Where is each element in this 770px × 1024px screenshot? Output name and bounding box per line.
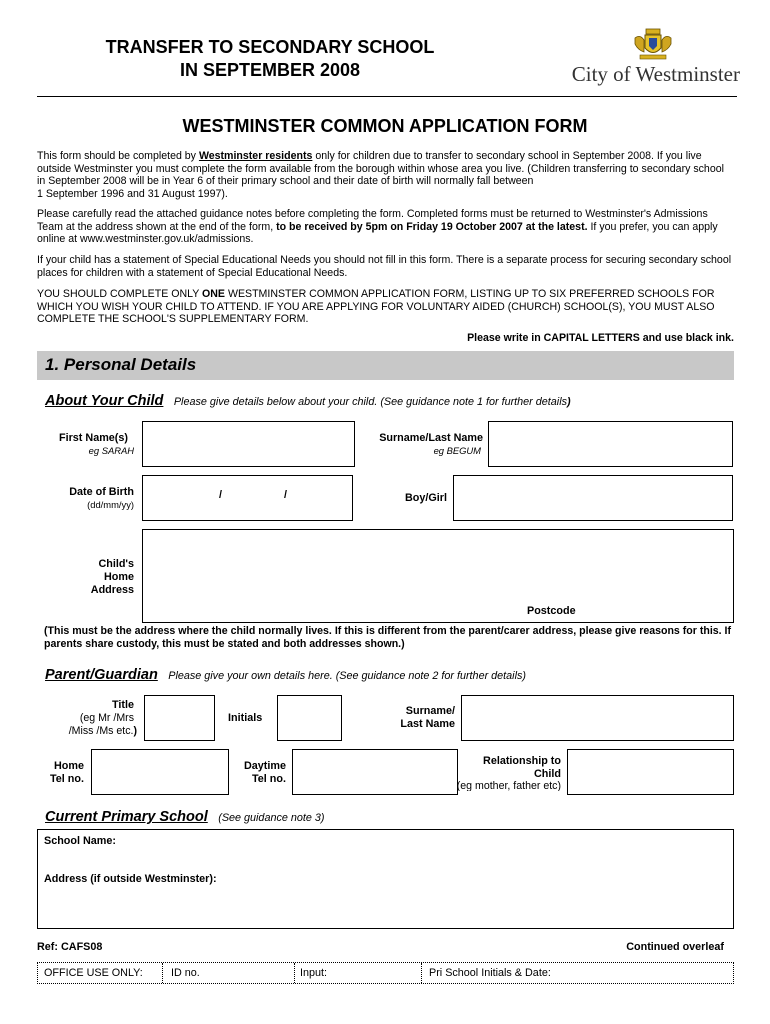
child-address-field[interactable]: [142, 529, 734, 623]
section-bar: [37, 351, 734, 380]
form-title: WESTMINSTER COMMON APPLICATION FORM: [182, 116, 588, 136]
parent-surname-field[interactable]: [461, 695, 734, 741]
continued-overleaf: Continued overleaf: [626, 941, 724, 953]
surname-field[interactable]: [488, 421, 733, 467]
relationship-field[interactable]: [567, 749, 734, 795]
initials-field[interactable]: [277, 695, 342, 741]
title-line-1: TRANSFER TO SECONDARY SCHOOL: [105, 37, 435, 57]
first-name-field[interactable]: [142, 421, 355, 467]
home-tel-field[interactable]: [91, 749, 229, 795]
about-child-heading: About Your Child: [45, 393, 164, 409]
input-label: Input:: [300, 967, 328, 979]
address-note: (This must be the address where the child normally lives. If this is different from the parent/carer address, please give reasons for this. If parents share custody, this must be stated and both addresses shown.): [44, 625, 732, 650]
intro-paragraph-1: This form should be completed by Westminster residents only for children due to transfer to secondary school in September 2008. If you live outside Westminster you must complete the form available from the borough within whose area you live. (Children transferring to secondary school in September 2008 will be in Year 6 of their primary school and their date of birth will normally fall between 1 September 1996 and 31 August 1997).: [37, 150, 724, 200]
relationship-example-clip: [440, 780, 561, 791]
dob-separator-1: /: [219, 489, 222, 501]
postcode-label: Postcode: [527, 605, 576, 617]
title-line-2: IN SEPTEMBER 2008: [179, 60, 361, 80]
school-heading-row: [45, 808, 324, 826]
dob-separator-2: /: [284, 489, 287, 501]
school-address-label: Address (if outside Westminster):: [44, 873, 217, 885]
daytime-tel-label-1: Daytime: [243, 760, 286, 772]
capitals-note: Please write in CAPITAL LETTERS and use black ink.: [467, 332, 734, 344]
daytime-tel-label-2: Tel no.: [252, 773, 286, 785]
intro-paragraph-3: If your child has a statement of Special Educational Needs you should not fill in this form. There is a separate process for securing secondary school places for children with a statement of Special Educational Needs.: [37, 254, 732, 279]
parent-title-field[interactable]: [144, 695, 215, 741]
boy-girl-field[interactable]: [453, 475, 733, 521]
relationship-example: (eg mother, father etc): [456, 780, 561, 791]
council-name: City of Westminster: [571, 62, 740, 86]
parent-surname-label-2: Last Name: [400, 718, 455, 730]
parent-heading: Parent/Guardian: [45, 667, 158, 683]
intro-paragraph-2: Please carefully read the attached guidance notes before completing the form. Completed forms must be returned to Westminster's Admissions Team at the address shown at the end of the form, to be received by 5pm on Friday 19 October 2007 at the latest. If you prefer, you can apply online at www.westminster.gov.uk/admissions.: [37, 208, 718, 246]
title-example-1: (eg Mr /Mrs: [79, 712, 134, 724]
input-cell: [294, 963, 422, 983]
school-heading: Current Primary School: [45, 809, 208, 825]
title-label: Title: [112, 699, 134, 711]
intro-paragraph-4: YOU SHOULD COMPLETE ONLY ONE WESTMINSTER COMMON APPLICATION FORM, LISTING UP TO SIX PREFERRED SCHOOLS FOR WHICH YOU WISH YOUR CHILD TO ATTEND. IF YOU ARE APPLYING FOR VOLUNTARY AIDED (CHURCH) SCHOOL(S), YOU MUST ALSO COMPLETE THE SCHOOL'S SUPPLEMENTARY FORM.: [37, 288, 715, 326]
parent-note: Please give your own details here. (See guidance note 2 for further details): [168, 670, 526, 682]
office-use-strip: [37, 962, 734, 984]
header-divider: [37, 96, 737, 97]
office-use-cell: [38, 963, 163, 983]
school-note: (See guidance note 3): [218, 812, 325, 824]
address-label-3: Address: [90, 584, 134, 596]
surname-label: Surname/Last Name: [379, 432, 483, 444]
home-tel-label-1: Home: [54, 760, 84, 772]
relationship-label-2: Child: [534, 768, 561, 780]
initials-label: Initials: [228, 712, 263, 724]
school-name-label: School Name:: [44, 835, 116, 847]
about-child-heading-row: [45, 392, 571, 410]
dob-field[interactable]: [142, 475, 353, 521]
id-no-label: ID no.: [171, 967, 200, 979]
boy-girl-label: Boy/Girl: [405, 492, 447, 504]
first-name-label: First Name(s): [59, 432, 128, 444]
first-name-example: eg SARAH: [88, 445, 134, 456]
westminster-crest-icon: [632, 28, 674, 62]
form-ref: Ref: CAFS08: [37, 941, 103, 953]
current-school-field[interactable]: [37, 829, 734, 929]
id-no-cell: [162, 963, 295, 983]
daytime-tel-field[interactable]: [292, 749, 458, 795]
address-label-1: Child's: [98, 558, 134, 570]
parent-surname-label-1: Surname/: [405, 705, 455, 717]
surname-example: eg BEGUM: [433, 445, 481, 456]
address-label-2: Home: [104, 571, 134, 583]
relationship-label-1: Relationship to: [483, 755, 561, 767]
office-use-label: OFFICE USE ONLY:: [44, 967, 143, 979]
title-example-2: /Miss /Ms etc.): [68, 725, 137, 737]
dob-format: (dd/mm/yy): [87, 499, 134, 510]
pri-school-label: Pri School Initials & Date:: [429, 967, 551, 979]
dob-label: Date of Birth: [69, 486, 134, 498]
section-title: 1. Personal Details: [45, 355, 197, 374]
home-tel-label-2: Tel no.: [50, 773, 84, 785]
about-child-note: Please give details below about your child. (See guidance note 1 for further details): [173, 396, 571, 408]
parent-heading-row: [45, 666, 526, 684]
